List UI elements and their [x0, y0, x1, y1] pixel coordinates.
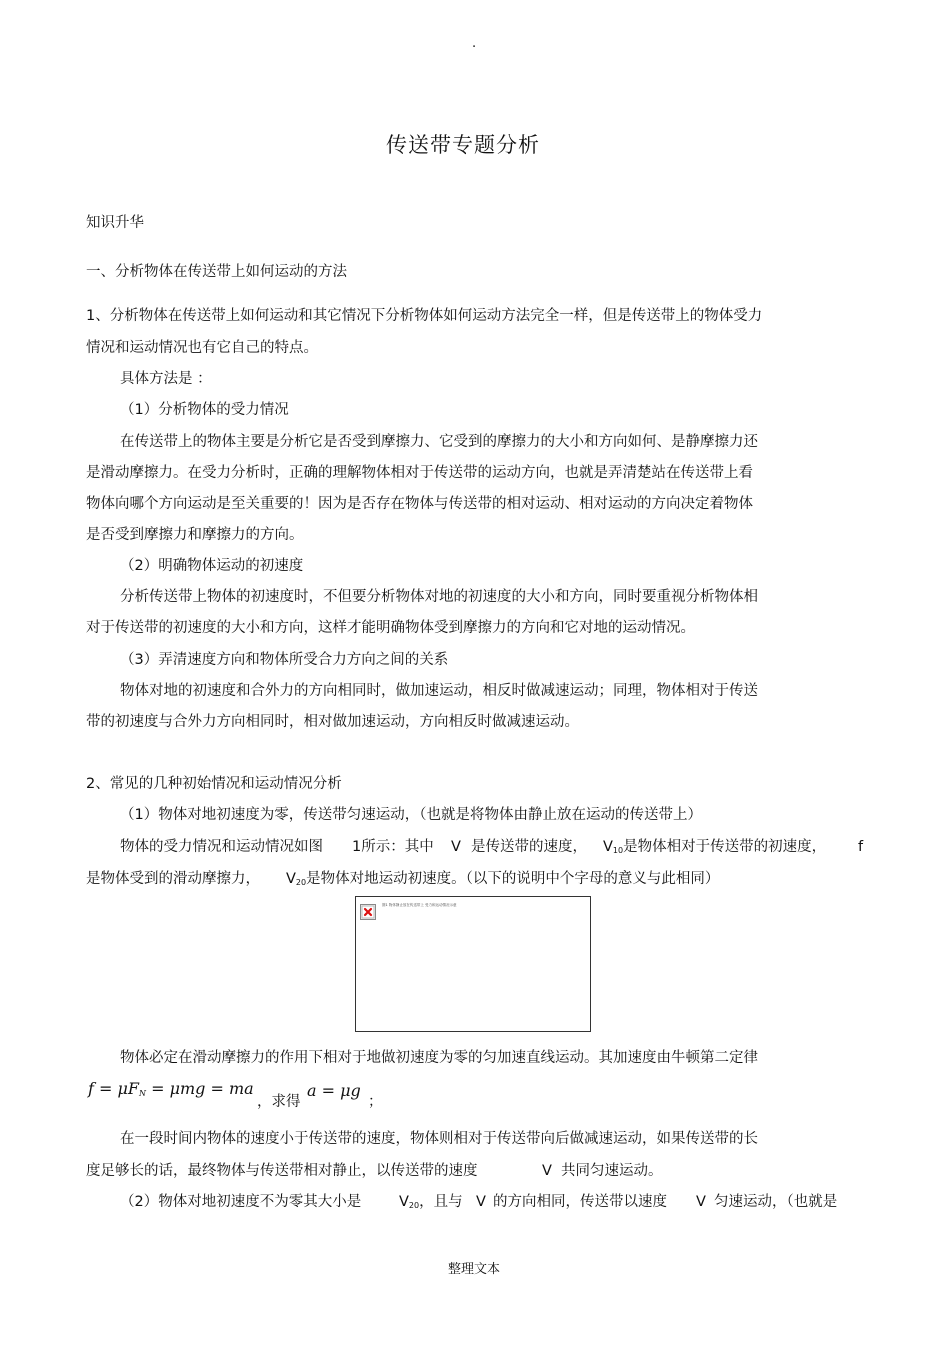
figure-caption: 图1 物体静止放在传送带上 受力和运动情况示意	[382, 903, 457, 907]
case1-heading: （1）物体对地初速度为零，传送带匀速运动，（也就是将物体由静止放在运动的传送带上）	[120, 807, 702, 823]
broken-image-icon	[360, 904, 376, 920]
case2-a: （2）物体对地初速度不为零其大小是	[120, 1194, 362, 1210]
footer-text: 整理文本	[448, 1262, 501, 1277]
para1-line2: 情况和运动情况也有它自己的特点。	[86, 340, 318, 356]
formula-acceleration: a = μg	[307, 1081, 361, 1100]
case1-after-line4-c: 共同匀速运动。	[561, 1163, 663, 1179]
case1-desc2-b: $V_{20}$是物体对地运动初速度。（以下的说明中个字母的意义与此相同）	[286, 871, 720, 887]
case1-desc-a: 物体的受力情况和运动情况如图	[120, 839, 323, 855]
case1-after-line1: 物体必定在滑动摩擦力的作用下相对于地做初速度为零的匀加速直线运动。其加速度由牛顿第二定律	[120, 1050, 758, 1066]
header-mark: .	[472, 36, 477, 51]
formula-friction: $f = \mu F_N = \mu mg$ = ma	[88, 1079, 254, 1098]
step1-line: 在传送带上的物体主要是分析它是否受到摩擦力、它受到的摩擦力的大小和方向如何、是静摩擦力还	[120, 434, 758, 450]
case1-after-line4-a: 度足够长的话，最终物体与传送带相对静止，以传送带的速度	[86, 1163, 478, 1179]
step3-line: 物体对地的初速度和合外力的方向相同时，做加速运动，相反时做减速运动；同理，物体相对于传送	[120, 683, 758, 699]
case2-g: 匀速运动，（也就是	[714, 1194, 838, 1210]
formula-end-text: ；	[368, 1094, 383, 1110]
step1-line: 物体向哪个方向运动是至关重要的！因为是否存在物体与传送带的相对运动、相对运动的方向决定着物体	[86, 496, 753, 512]
case1-desc2-a: 是物体受到的滑动摩擦力，	[86, 871, 260, 887]
step3-heading: （3）弄清速度方向和物体所受合力方向之间的关系	[120, 652, 449, 668]
case1-after-line4-b: V	[542, 1163, 552, 1179]
page-title: 传送带专题分析	[386, 133, 540, 157]
para1-line1: 1、分析物体在传送带上如何运动和其它情况下分析物体如何运动方法完全一样，但是传送带上的物体受力	[86, 308, 763, 324]
case1-desc-e: $V_{10}$是物体相对于传送带的初速度，	[603, 839, 827, 855]
case1-desc-g: f	[858, 839, 864, 855]
step1-line: 是否受到摩擦力和摩擦力的方向。	[86, 527, 304, 543]
case1-desc-d: 是传送带的速度，	[471, 839, 587, 855]
step1-line: 是滑动摩擦力。在受力分析时，正确的理解物体相对于传送带的运动方向，也就是弄清楚站在传送带上看	[86, 465, 753, 481]
case2-b: $V_{20}$，且与	[399, 1194, 463, 1210]
heading-1: 一、分析物体在传送带上如何运动的方法	[86, 264, 347, 280]
step2-heading: （2）明确物体运动的初速度	[120, 558, 304, 574]
heading-2: 2、常见的几种初始情况和运动情况分析	[86, 776, 342, 792]
step2-line: 对于传送带的初速度的大小和方向，这样才能明确物体受到摩擦力的方向和它对地的运动情况。	[86, 620, 695, 636]
case1-desc-b: 1所示：其中	[352, 839, 434, 855]
formula-mid-text: ，求得	[257, 1094, 301, 1110]
section-label: 知识升华	[86, 215, 144, 231]
method-intro: 具体方法是 ：	[120, 371, 212, 387]
case2-e: 的方向相同，传送带以速度	[493, 1194, 667, 1210]
figure-1	[355, 896, 591, 1032]
step3-line: 带的初速度与合外力方向相同时，相对做加速运动，方向相反时做减速运动。	[86, 714, 579, 730]
step1-heading: （1）分析物体的受力情况	[120, 402, 289, 418]
case2-f: V	[696, 1194, 706, 1210]
case1-after-line3: 在一段时间内物体的速度小于传送带的速度，物体则相对于传送带向后做减速运动，如果传送带的长	[120, 1131, 758, 1147]
case1-desc-c: V	[451, 839, 461, 855]
step2-line: 分析传送带上物体的初速度时，不但要分析物体对地的初速度的大小和方向，同时要重视分析物体相	[120, 589, 758, 605]
case2-d: V	[476, 1194, 486, 1210]
